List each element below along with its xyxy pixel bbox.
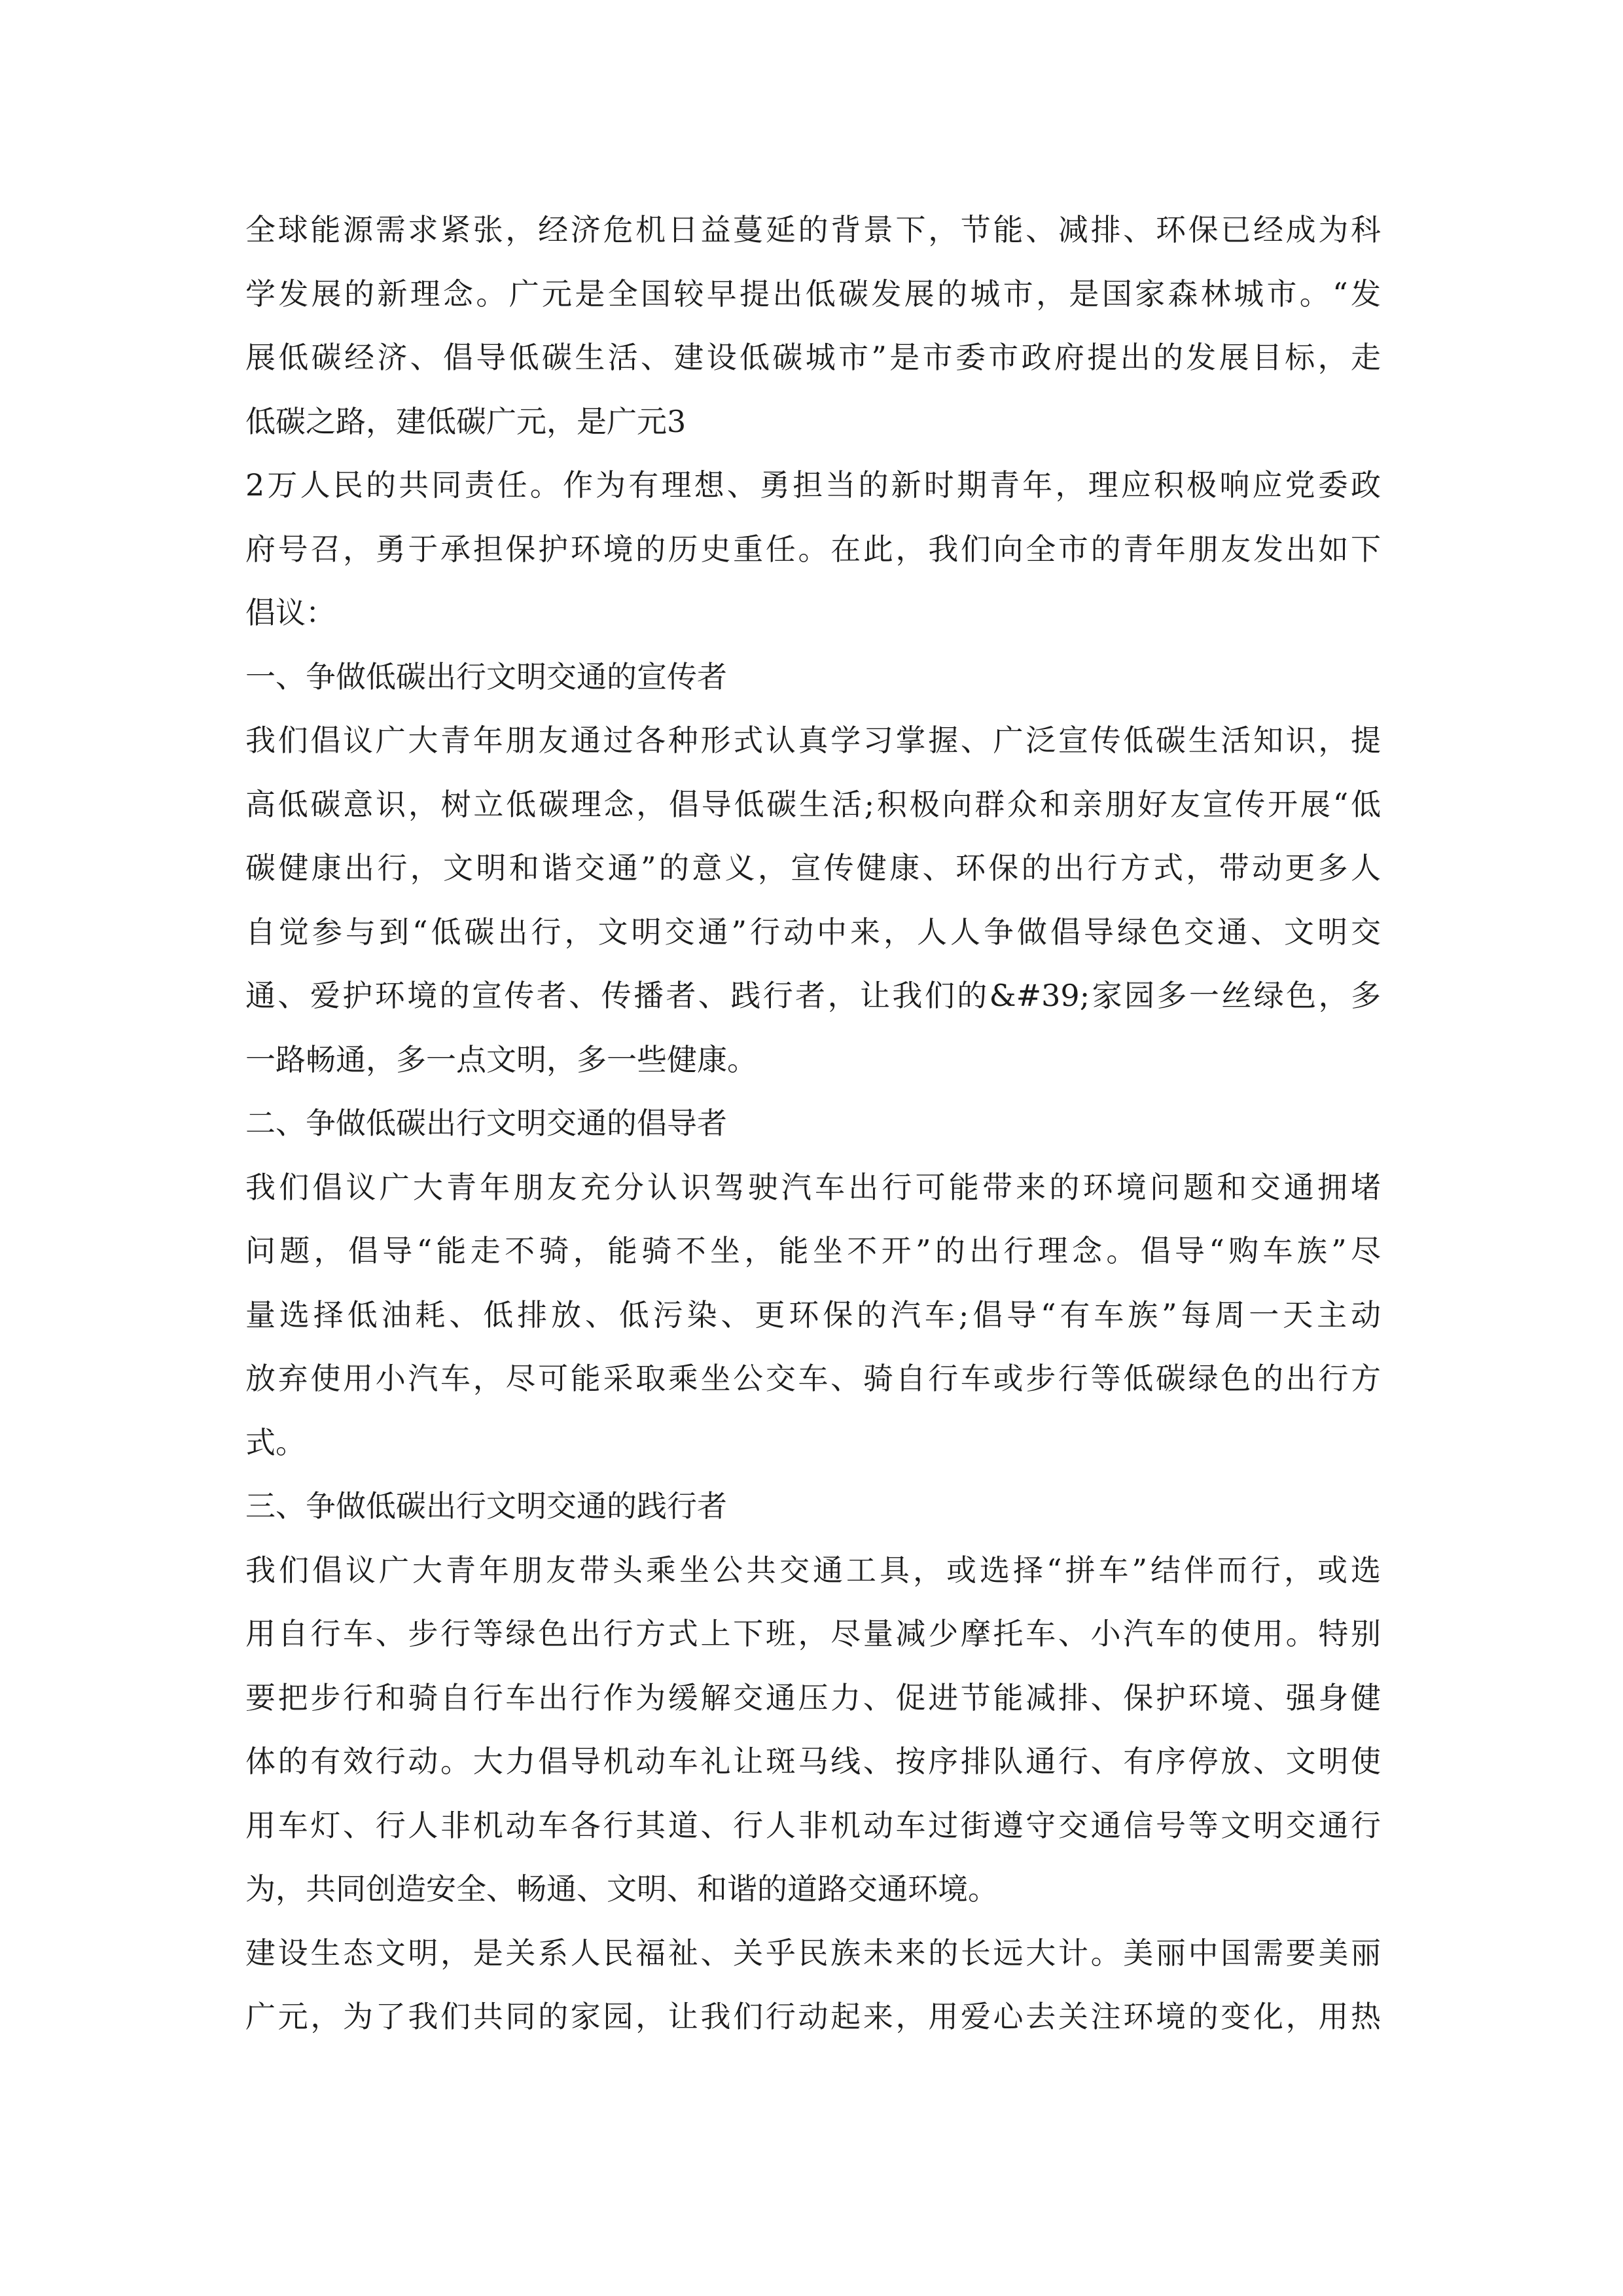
text-line: 广元，为了我们共同的家园，让我们行动起来，用爱心去关注环境的变化，用热	[245, 1999, 1381, 2034]
text-line: 一路畅通，多一点文明，多一些健康。	[245, 1041, 757, 1077]
text-line: 我们倡议广大青年朋友通过各种形式认真学习掌握、广泛宣传低碳生活知识，提	[245, 723, 1381, 758]
section-heading-1	[245, 645, 1381, 709]
text-line: 碳健康出行，文明和谐交通”的意义，宣传健康、环保的出行方式，带动更多人	[245, 850, 1381, 886]
call-paragraph	[245, 454, 1381, 645]
text-line: 学发展的新理念。广元是全国较早提出低碳发展的城市，是国家森林城市。“发	[245, 276, 1381, 312]
text-line: 要把步行和骑自行车出行作为缓解交通压力、促进节能减排、保护环境、强身健	[245, 1679, 1381, 1715]
heading-line: 三、争做低碳出行文明交通的践行者	[245, 1488, 727, 1524]
heading-line: 一、争做低碳出行文明交通的宣传者	[245, 658, 727, 694]
text-line: 2万人民的共同责任。作为有理想、勇担当的新时期青年，理应积极响应党委政	[245, 467, 1381, 503]
text-line: 为，共同创造安全、畅通、文明、和谐的道路交通环境。	[245, 1871, 998, 1907]
heading-line: 二、争做低碳出行文明交通的倡导者	[245, 1105, 727, 1141]
text-line: 低碳之路，建低碳广元，是广元3	[245, 403, 687, 439]
text-line: 倡议：	[245, 595, 336, 630]
text-line: 高低碳意识，树立低碳理念，倡导低碳生活;积极向群众和亲朋好友宣传开展“低	[245, 786, 1381, 822]
text-line: 量选择低油耗、低排放、低污染、更环保的汽车;倡导“有车族”每周一天主动	[245, 1297, 1381, 1333]
section-heading-3	[245, 1475, 1381, 1539]
text-line: 式。	[245, 1424, 306, 1460]
text-line: 自觉参与到“低碳出行，文明交通”行动中来，人人争做倡导绿色交通、文明交	[245, 914, 1381, 950]
closing-paragraph	[245, 1922, 1381, 2049]
text-line: 用自行车、步行等绿色出行方式上下班，尽量减少摩托车、小汽车的使用。特别	[245, 1616, 1381, 1651]
text-line: 用车灯、行人非机动车各行其道、行人非机动车过街遵守交通信号等文明交通行	[245, 1807, 1381, 1843]
text-line: 我们倡议广大青年朋友充分认识驾驶汽车出行可能带来的环境问题和交通拥堵	[245, 1169, 1381, 1205]
section-1-paragraph	[245, 709, 1381, 1092]
text-line: 我们倡议广大青年朋友带头乘坐公共交通工具，或选择“拼车”结伴而行，或选	[245, 1552, 1381, 1588]
text-line: 展低碳经济、倡导低碳生活、建设低碳城市”是市委市政府提出的发展目标，走	[245, 340, 1381, 375]
section-3-paragraph	[245, 1539, 1381, 1922]
text-line: 府号召，勇于承担保护环境的历史重任。在此，我们向全市的青年朋友发出如下	[245, 531, 1381, 567]
intro-paragraph	[245, 198, 1381, 454]
text-line: 全球能源需求紧张，经济危机日益蔓延的背景下，节能、减排、环保已经成为科	[245, 212, 1381, 247]
section-2-paragraph	[245, 1156, 1381, 1475]
text-line: 体的有效行动。大力倡导机动车礼让斑马线、按序排队通行、有序停放、文明使	[245, 1744, 1381, 1779]
text-line: 通、爱护环境的宣传者、传播者、践行者，让我们的&#39;家园多一丝绿色，多	[245, 978, 1381, 1013]
section-heading-2	[245, 1092, 1381, 1156]
document-body	[245, 198, 1381, 2049]
text-line: 放弃使用小汽车，尽可能采取乘坐公交车、骑自行车或步行等低碳绿色的出行方	[245, 1361, 1381, 1396]
text-line: 建设生态文明，是关系人民福祉、关乎民族未来的长远大计。美丽中国需要美丽	[245, 1935, 1381, 1971]
text-line: 问题，倡导“能走不骑，能骑不坐，能坐不开”的出行理念。倡导“购车族”尽	[245, 1233, 1381, 1268]
